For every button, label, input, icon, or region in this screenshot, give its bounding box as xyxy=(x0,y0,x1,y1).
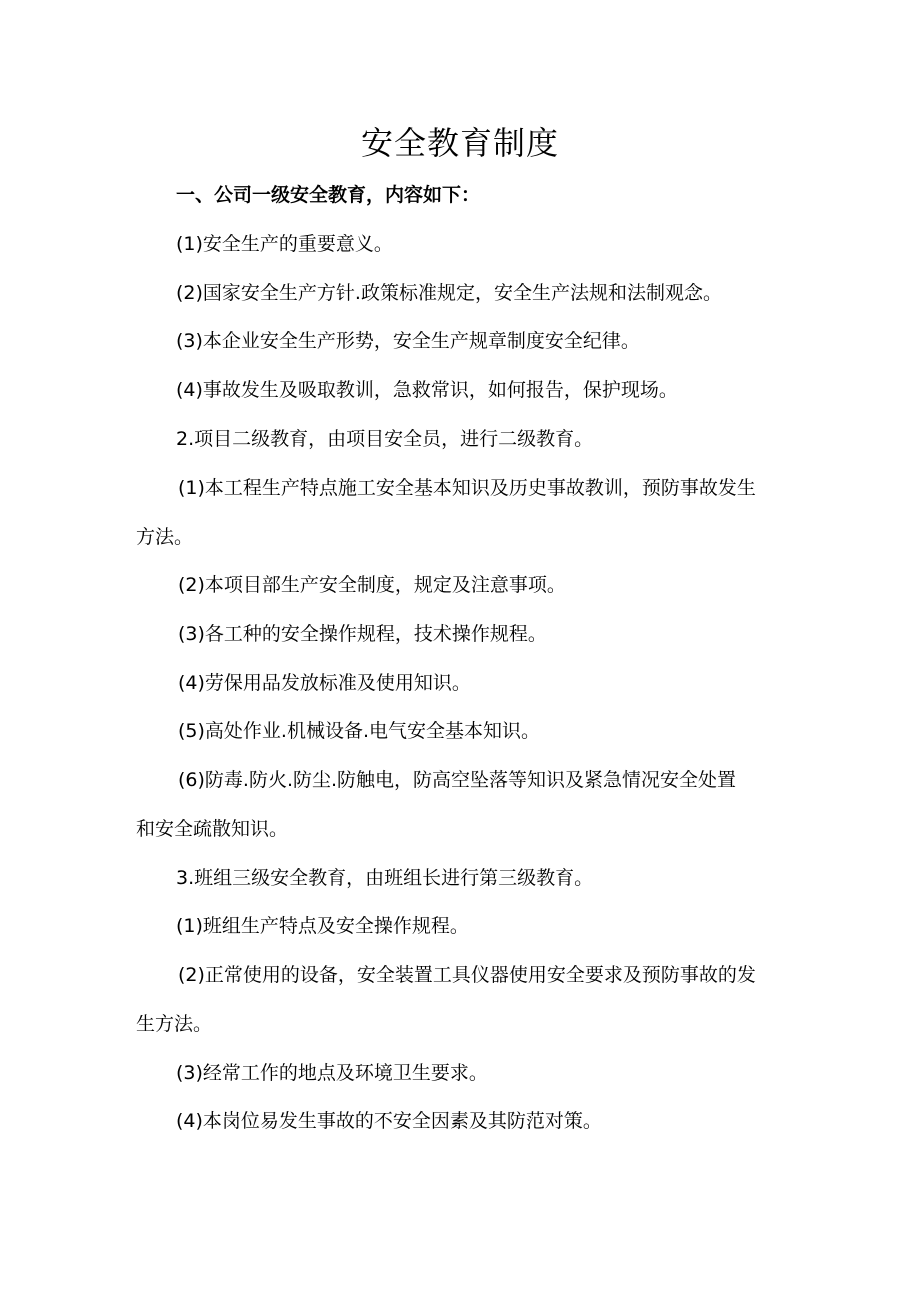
paragraph-line: (3)各工种的安全操作规程，技术操作规程。 xyxy=(178,623,547,645)
paragraph-line: (4)劳保用品发放标准及使用知识。 xyxy=(178,672,471,694)
paragraph-line: (6)防毒.防火.防尘.防触电，防高空坠落等知识及紧急情况安全处置 xyxy=(178,769,737,791)
section-heading-3: 3.班组三级安全教育，由班组长进行第三级教育。 xyxy=(176,867,594,889)
paragraph-line: (3)本企业安全生产形势，安全生产规章制度安全纪律。 xyxy=(176,330,640,352)
paragraph-line: (1)本工程生产特点施工安全基本知识及历史事故教训，预防事故发生 xyxy=(178,477,756,499)
paragraph-line: (4)事故发生及吸取教训，急救常识，如何报告，保护现场。 xyxy=(176,379,678,401)
paragraph-line: (2)国家安全生产方针.政策标准规定，安全生产法规和法制观念。 xyxy=(176,282,722,304)
paragraph-line: (5)高处作业.机械设备.电气安全基本知识。 xyxy=(178,720,540,742)
paragraph-line-continued: 和安全疏散知识。 xyxy=(136,818,289,840)
paragraph-line-continued: 生方法。 xyxy=(136,1013,213,1035)
paragraph-line: (1)班组生产特点及安全操作规程。 xyxy=(176,915,469,937)
paragraph-line: (2)正常使用的设备，安全装置工具仪器使用安全要求及预防事故的发 xyxy=(178,964,756,986)
paragraph-line: (4)本岗位易发生事故的不安全因素及其防范对策。 xyxy=(176,1110,602,1132)
paragraph-line-continued: 方法。 xyxy=(136,526,194,548)
section-heading-1: 一、公司一级安全教育，内容如下： xyxy=(176,184,481,206)
paragraph-line: (1)安全生产的重要意义。 xyxy=(176,233,393,255)
section-heading-2: 2.项目二级教育，由项目安全员，进行二级教育。 xyxy=(176,428,594,450)
document-title: 安全教育制度 xyxy=(360,124,559,162)
paragraph-line: (2)本项目部生产安全制度，规定及注意事项。 xyxy=(178,574,566,596)
paragraph-line: (3)经常工作的地点及环境卫生要求。 xyxy=(176,1062,488,1084)
